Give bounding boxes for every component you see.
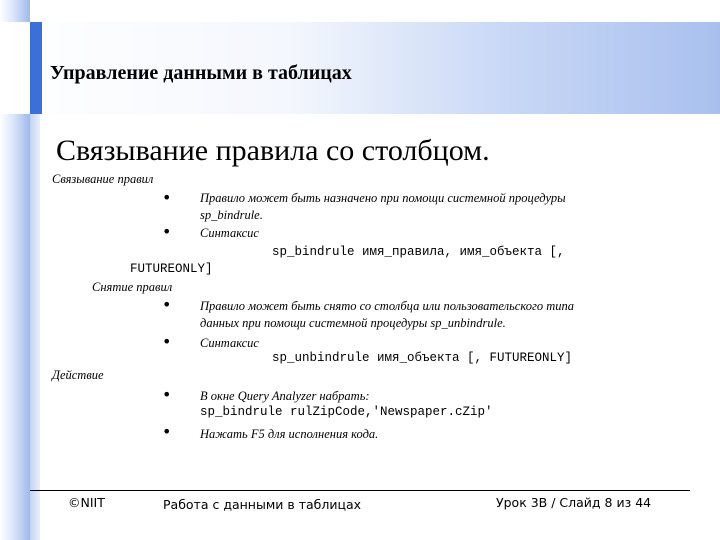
unbind-syntax: sp_unbindrule имя_объекта [, FUTUREONLY] xyxy=(272,351,573,365)
unbind-syntax-label: Синтаксис xyxy=(200,336,259,350)
unbind-item1-line1: Правило может быть снято со столбца или пользовательского типа xyxy=(200,299,574,313)
footer-copyright: ©NIIT xyxy=(68,495,105,510)
bind-syntax-line1: sp_bindrule имя_правила, имя_объекта [, xyxy=(272,245,565,259)
footer-topic: Работа с данными в таблицах xyxy=(163,497,362,512)
bind-syntax-label: Синтаксис xyxy=(200,226,259,240)
action-heading: Действие xyxy=(52,368,104,382)
bullet-icon: • xyxy=(162,188,172,207)
footer-divider xyxy=(30,490,690,491)
left-accent-light xyxy=(30,114,40,540)
unbind-item1-line2: данных при помощи системной процедуры sp_unbindrule. xyxy=(200,316,506,330)
action-item2: Нажать F5 для исполнения кода. xyxy=(200,427,379,441)
left-accent-dark xyxy=(30,22,42,114)
bind-heading: Связывание правил xyxy=(52,172,154,186)
bullet-icon: • xyxy=(162,332,172,351)
action-item1-code: sp_bindrule rulZipCode,'Newspaper.cZip' xyxy=(200,405,493,419)
bullet-icon: • xyxy=(162,385,172,404)
bullet-icon: • xyxy=(162,422,172,441)
bind-item1-line1: Правило может быть назначено при помощи системной процедуры xyxy=(200,191,566,205)
bind-item1-line2: sp_bindrule. xyxy=(200,208,263,222)
slide-title: Связывание правила со столбцом. xyxy=(56,134,490,167)
bullet-icon: • xyxy=(162,295,172,314)
action-item1-line1: В окне Query Analyzer набрать: xyxy=(200,389,370,403)
bind-syntax-line2: FUTUREONLY] xyxy=(130,262,213,276)
bullet-icon: • xyxy=(162,222,172,241)
footer-slide-info: Урок 3B / Слайд 8 из 44 xyxy=(496,495,652,510)
unbind-heading: Снятие правил xyxy=(92,280,173,294)
header-title: Управление данными в таблицах xyxy=(50,62,352,84)
